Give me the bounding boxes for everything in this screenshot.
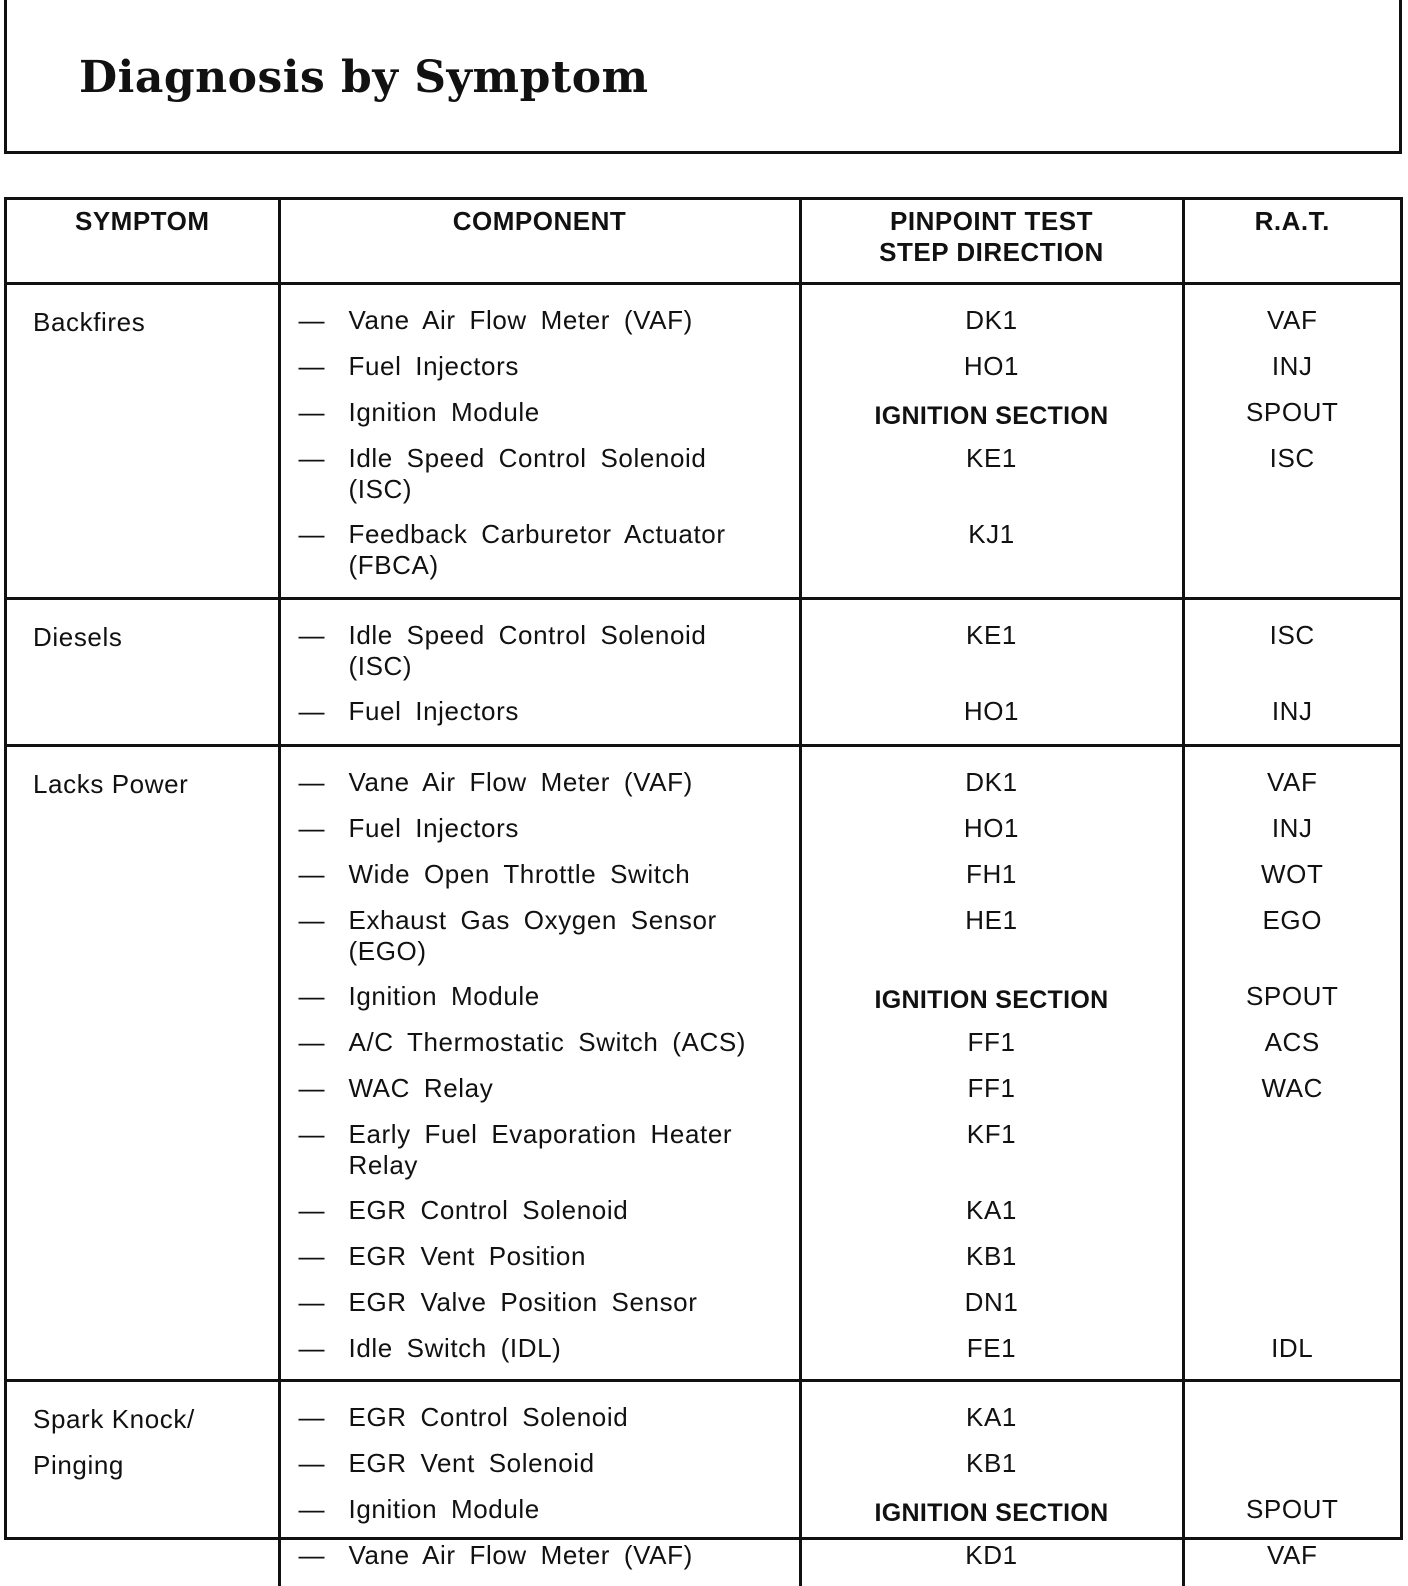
symptom-label: Diesels xyxy=(33,620,278,666)
rat-label: WAC xyxy=(1262,1073,1324,1104)
page-title: Diagnosis by Symptom xyxy=(79,52,649,103)
component-label: Wide Open Throttle Switch xyxy=(349,859,799,890)
pinpoint-step xyxy=(802,696,1182,738)
component-item xyxy=(281,1333,799,1373)
symptom-table xyxy=(7,200,1400,1586)
component-label: Idle Speed Control Solenoid (ISC) xyxy=(349,620,799,682)
dash-bullet: — xyxy=(299,981,349,1012)
component-label: Fuel Injectors xyxy=(349,696,799,727)
pinpoint-label: HO1 xyxy=(964,351,1019,382)
symptom-group-row xyxy=(7,599,1400,746)
rat-value xyxy=(1185,1119,1401,1195)
component-label: Vane Air Flow Meter (VAF) xyxy=(349,767,799,798)
component-item xyxy=(281,1119,799,1195)
pinpoint-label: FH1 xyxy=(966,859,1017,890)
component-label: EGR Control Solenoid xyxy=(349,1402,799,1433)
header-rat xyxy=(1183,200,1400,284)
dash-bullet: — xyxy=(299,1241,349,1272)
pinpoint-step xyxy=(802,1119,1182,1195)
pinpoint-label: FF1 xyxy=(967,1073,1015,1104)
pinpoint-label: KB1 xyxy=(966,1448,1017,1479)
pinpoint-step xyxy=(802,1241,1182,1287)
component-item xyxy=(281,397,799,443)
pinpoint-step xyxy=(802,1027,1182,1073)
pinpoint-label: KE1 xyxy=(966,443,1017,474)
pinpoint-step xyxy=(802,305,1182,351)
pinpoint-step xyxy=(802,981,1182,1027)
dash-bullet: — xyxy=(299,1027,349,1058)
component-label: Idle Switch (IDL) xyxy=(349,1333,799,1364)
header-pinpoint-line1: PINPOINT TEST xyxy=(808,206,1176,237)
pinpoint-label: HO1 xyxy=(964,696,1019,727)
pinpoint-label: DK1 xyxy=(965,767,1017,798)
dash-bullet: — xyxy=(299,696,349,727)
header-row xyxy=(7,200,1400,284)
pinpoint-step xyxy=(802,813,1182,859)
pinpoint-label: IGNITION SECTION xyxy=(875,1494,1109,1529)
diagnosis-table xyxy=(4,197,1403,1540)
dash-bullet: — xyxy=(299,443,349,474)
pinpoint-label: DK1 xyxy=(965,305,1017,336)
symptom-cell xyxy=(7,746,279,1381)
dash-bullet: — xyxy=(299,1540,349,1571)
rat-label: INJ xyxy=(1272,696,1313,727)
pinpoint-step xyxy=(802,397,1182,443)
pinpoint-step xyxy=(802,519,1182,591)
rat-cell xyxy=(1183,1381,1400,1586)
rat-value xyxy=(1185,1287,1401,1333)
pinpoint-step xyxy=(802,443,1182,519)
rat-label: ACS xyxy=(1265,1027,1320,1058)
dash-bullet: — xyxy=(299,1333,349,1364)
pinpoint-step xyxy=(802,1073,1182,1119)
pinpoint-step xyxy=(802,1448,1182,1494)
rat-value xyxy=(1185,1073,1401,1119)
symptom-group-row xyxy=(7,1381,1400,1586)
pinpoint-cell xyxy=(800,284,1183,599)
rat-label: EGO xyxy=(1262,905,1322,936)
component-item xyxy=(281,1287,799,1333)
rat-value xyxy=(1185,397,1401,443)
component-item xyxy=(281,1402,799,1448)
rat-value xyxy=(1185,1448,1401,1494)
component-item xyxy=(281,905,799,981)
rat-label: WOT xyxy=(1261,859,1323,890)
pinpoint-step xyxy=(802,1195,1182,1241)
dash-bullet: — xyxy=(299,767,349,798)
component-label: EGR Vent Position xyxy=(349,1241,799,1272)
pinpoint-step xyxy=(802,620,1182,696)
symptom-label: Lacks Power xyxy=(33,767,278,813)
pinpoint-cell xyxy=(800,599,1183,746)
dash-bullet: — xyxy=(299,397,349,428)
pinpoint-label: KF1 xyxy=(967,1119,1016,1150)
pinpoint-label: KJ1 xyxy=(968,519,1015,550)
dash-bullet: — xyxy=(299,1073,349,1104)
pinpoint-label: KB1 xyxy=(966,1241,1017,1272)
component-cell xyxy=(279,1381,800,1586)
header-component xyxy=(279,200,800,284)
symptom-cell xyxy=(7,284,279,599)
rat-cell xyxy=(1183,284,1400,599)
pinpoint-label: KA1 xyxy=(966,1195,1017,1226)
pinpoint-label: IGNITION SECTION xyxy=(875,397,1109,432)
pinpoint-label: KD1 xyxy=(965,1540,1017,1571)
dash-bullet: — xyxy=(299,1494,349,1525)
dash-bullet: — xyxy=(299,351,349,382)
pinpoint-label: HO1 xyxy=(964,813,1019,844)
header-symptom xyxy=(7,200,279,284)
pinpoint-label: FE1 xyxy=(967,1333,1016,1364)
component-item xyxy=(281,351,799,397)
rat-label: INJ xyxy=(1272,813,1313,844)
component-item xyxy=(281,859,799,905)
rat-value xyxy=(1185,813,1401,859)
component-label: Fuel Injectors xyxy=(349,351,799,382)
rat-value xyxy=(1185,620,1401,696)
pinpoint-label: DN1 xyxy=(965,1287,1019,1318)
symptom-cell xyxy=(7,1381,279,1586)
rat-value xyxy=(1185,1195,1401,1241)
component-item xyxy=(281,1027,799,1073)
header-pinpoint xyxy=(800,200,1183,284)
component-item xyxy=(281,1241,799,1287)
rat-value xyxy=(1185,1494,1401,1540)
header-component-label: COMPONENT xyxy=(453,206,627,236)
component-item xyxy=(281,1494,799,1540)
component-label: Fuel Injectors xyxy=(349,813,799,844)
component-label: Idle Speed Control Solenoid (ISC) xyxy=(349,443,799,505)
component-item xyxy=(281,1448,799,1494)
rat-value xyxy=(1185,981,1401,1027)
dash-bullet: — xyxy=(299,519,349,550)
pinpoint-label: HE1 xyxy=(965,905,1017,936)
pinpoint-label: IGNITION SECTION xyxy=(875,981,1109,1016)
pinpoint-step xyxy=(802,1333,1182,1373)
symptom-label: Backfires xyxy=(33,305,278,351)
component-label: Vane Air Flow Meter (VAF) xyxy=(349,305,799,336)
component-label: EGR Control Solenoid xyxy=(349,1195,799,1226)
rat-value xyxy=(1185,1402,1401,1448)
component-label: Exhaust Gas Oxygen Sensor (EGO) xyxy=(349,905,799,967)
dash-bullet: — xyxy=(299,620,349,651)
dash-bullet: — xyxy=(299,1448,349,1479)
rat-label: SPOUT xyxy=(1246,1494,1339,1525)
pinpoint-step xyxy=(802,1540,1182,1580)
pinpoint-label: KA1 xyxy=(966,1402,1017,1433)
component-item xyxy=(281,1073,799,1119)
dash-bullet: — xyxy=(299,1119,349,1150)
rat-label: ISC xyxy=(1270,443,1315,474)
dash-bullet: — xyxy=(299,1402,349,1433)
rat-value xyxy=(1185,351,1401,397)
component-item xyxy=(281,519,799,591)
component-cell xyxy=(279,599,800,746)
table-body xyxy=(7,284,1400,1586)
pinpoint-step xyxy=(802,1494,1182,1540)
rat-label: VAF xyxy=(1267,305,1317,336)
rat-value xyxy=(1185,1027,1401,1073)
component-cell xyxy=(279,746,800,1381)
rat-value xyxy=(1185,905,1401,981)
dash-bullet: — xyxy=(299,905,349,936)
symptom-group-row xyxy=(7,746,1400,1381)
pinpoint-cell xyxy=(800,1381,1183,1586)
dash-bullet: — xyxy=(299,1195,349,1226)
component-item xyxy=(281,1195,799,1241)
component-label: Ignition Module xyxy=(349,981,799,1012)
rat-label: IDL xyxy=(1271,1333,1313,1364)
rat-label: VAF xyxy=(1267,1540,1317,1571)
component-item xyxy=(281,1540,799,1580)
rat-label: SPOUT xyxy=(1246,981,1339,1012)
pinpoint-step xyxy=(802,1287,1182,1333)
rat-label: INJ xyxy=(1272,351,1313,382)
component-label: Feedback Carburetor Actuator (FBCA) xyxy=(349,519,799,581)
rat-value xyxy=(1185,443,1401,519)
symptom-group-row xyxy=(7,284,1400,599)
component-cell xyxy=(279,284,800,599)
symptom-label: Spark Knock/ xyxy=(33,1402,278,1448)
rat-cell xyxy=(1183,599,1400,746)
rat-label: VAF xyxy=(1267,767,1317,798)
rat-value xyxy=(1185,1333,1401,1373)
dash-bullet: — xyxy=(299,1287,349,1318)
rat-value xyxy=(1185,767,1401,813)
rat-value xyxy=(1185,305,1401,351)
pinpoint-step xyxy=(802,859,1182,905)
rat-value xyxy=(1185,696,1401,738)
pinpoint-step xyxy=(802,905,1182,981)
rat-cell xyxy=(1183,746,1400,1381)
component-item xyxy=(281,305,799,351)
header-pinpoint-line2: STEP DIRECTION xyxy=(808,237,1176,268)
component-label: Ignition Module xyxy=(349,397,799,428)
header-rat-label: R.A.T. xyxy=(1255,206,1330,236)
rat-value xyxy=(1185,1540,1401,1580)
dash-bullet: — xyxy=(299,305,349,336)
dash-bullet: — xyxy=(299,859,349,890)
dash-bullet: — xyxy=(299,813,349,844)
pinpoint-label: FF1 xyxy=(967,1027,1015,1058)
pinpoint-step xyxy=(802,351,1182,397)
component-label: Ignition Module xyxy=(349,1494,799,1525)
symptom-label: Pinging xyxy=(33,1448,278,1494)
pinpoint-cell xyxy=(800,746,1183,1381)
component-label: EGR Vent Solenoid xyxy=(349,1448,799,1479)
component-label: EGR Valve Position Sensor xyxy=(349,1287,799,1318)
rat-value xyxy=(1185,519,1401,591)
component-label: Vane Air Flow Meter (VAF) xyxy=(349,1540,799,1571)
rat-label: ISC xyxy=(1270,620,1315,651)
rat-label: SPOUT xyxy=(1246,397,1339,428)
symptom-cell xyxy=(7,599,279,746)
rat-value xyxy=(1185,859,1401,905)
component-item xyxy=(281,696,799,738)
component-item xyxy=(281,443,799,519)
component-item xyxy=(281,767,799,813)
pinpoint-step xyxy=(802,767,1182,813)
title-box xyxy=(4,0,1402,154)
component-label: Early Fuel Evaporation Heater Relay xyxy=(349,1119,799,1181)
component-item xyxy=(281,981,799,1027)
pinpoint-step xyxy=(802,1402,1182,1448)
rat-value xyxy=(1185,1241,1401,1287)
component-item xyxy=(281,620,799,696)
component-label: A/C Thermostatic Switch (ACS) xyxy=(349,1027,799,1058)
pinpoint-label: KE1 xyxy=(966,620,1017,651)
header-symptom-label: SYMPTOM xyxy=(75,206,209,236)
component-label: WAC Relay xyxy=(349,1073,799,1104)
component-item xyxy=(281,813,799,859)
